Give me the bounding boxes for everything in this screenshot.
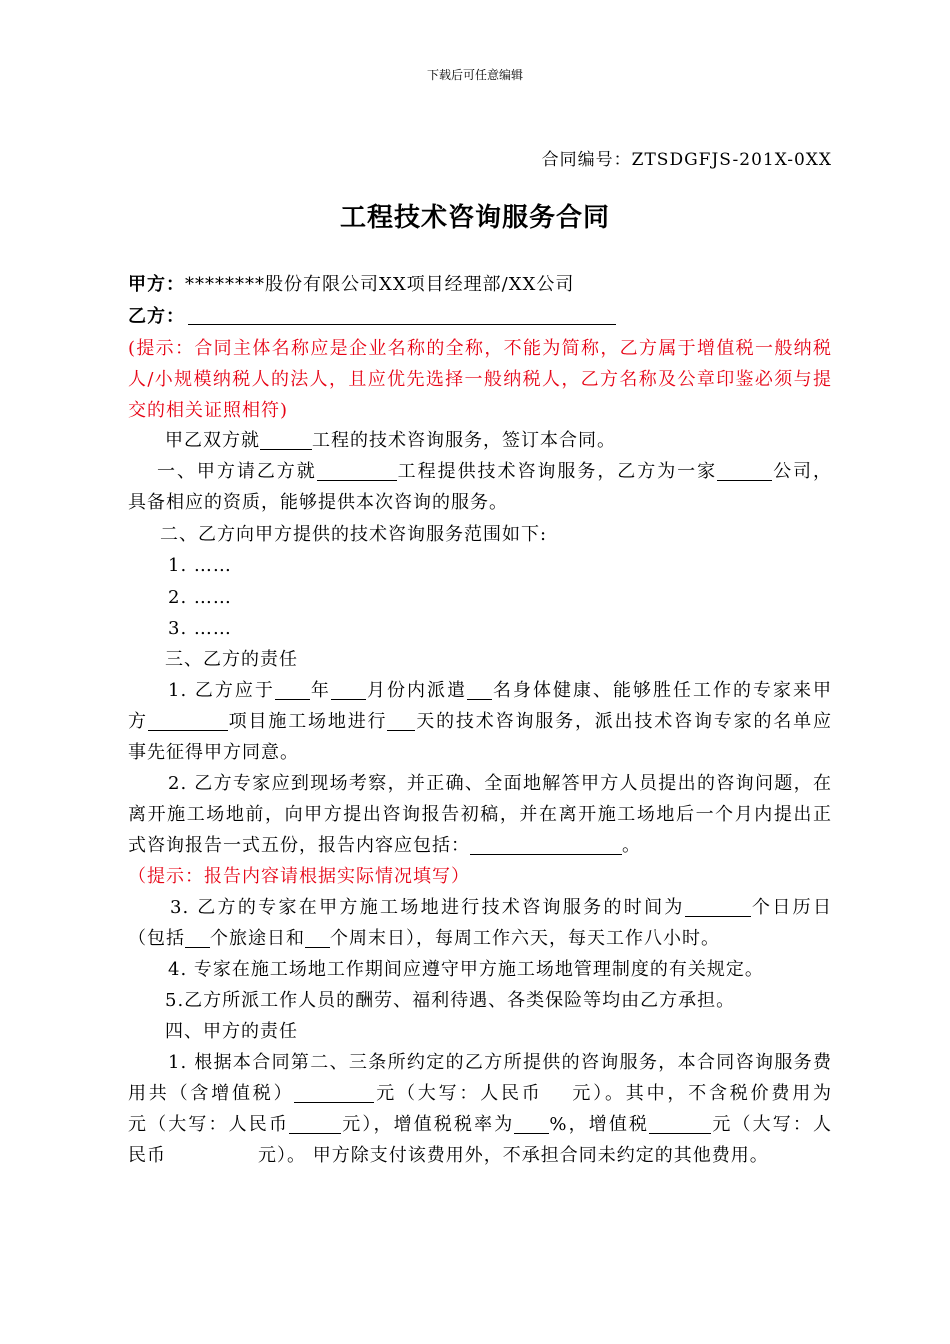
- fill-blank: [470, 836, 622, 855]
- s3-p1-text: 项目施工场地进行: [227, 711, 388, 732]
- s4-p1-text: 元），增值税税率为: [341, 1114, 515, 1135]
- s4-p1-text: 元（大写：人民币: [374, 1083, 543, 1104]
- s3-p3-line-1: [170, 896, 832, 920]
- tip1-line-2: 人/小规模纳税人的法人，且应优先选择一般纳税人，乙方名称及公章印鉴必须与提: [128, 369, 832, 390]
- s4-p1-text: 元）。其中，不含税价费用为: [570, 1083, 832, 1104]
- s4-p1-text: 元（大写：人: [711, 1114, 832, 1135]
- party-a-label: 甲方：: [128, 274, 185, 295]
- intro-text-1: 甲乙双方就: [165, 430, 260, 451]
- fill-blank: [185, 929, 210, 948]
- s4-p1-text: 民币: [128, 1145, 166, 1166]
- s4-p1-text: 元（大写：人民币: [128, 1114, 290, 1135]
- s3-p2-line-2: 离开施工场地前，向甲方提出咨询报告初稿，并在离开施工场地后一个月内提出正: [128, 804, 832, 825]
- s3-p3-text: 个旅途日和: [210, 928, 305, 949]
- fill-blank: [289, 1115, 341, 1134]
- s2-item-3: 3. ……: [168, 618, 232, 639]
- s3-p1-text: 方: [128, 711, 148, 732]
- s3-p2-text: 式咨询报告一式五份，报告内容应包括：: [128, 835, 470, 856]
- fill-blank: [305, 929, 330, 948]
- s3-p3-text: 个周末日），每周工作六天，每天工作八小时。: [330, 928, 720, 949]
- s2-item-2: 2. ……: [168, 587, 232, 608]
- party-b-blank: [188, 324, 616, 325]
- s3-p2-text: 。: [622, 835, 641, 856]
- fill-blank: [514, 1115, 549, 1134]
- fill-blank: [387, 712, 415, 731]
- s4-p1-text: %，增值税: [549, 1114, 650, 1135]
- s4-p1-line-1: 1. 根据本合同第二、三条所约定的乙方所提供的咨询服务，本合同咨询服务费: [168, 1052, 832, 1073]
- fill-blank: [685, 898, 751, 917]
- s4-p1-line-4: [128, 1144, 769, 1168]
- s4-p1-line-3: [128, 1113, 832, 1137]
- spacer: [166, 1151, 258, 1161]
- tip1-line-1: (提示：合同主体名称应是企业名称的全称，不能为简称，乙方属于增值税一般纳税: [128, 338, 832, 359]
- s4-p1-text: 元）。 甲方除支付该费用外，不承担合同未约定的其他费用。: [258, 1145, 769, 1166]
- document-title: 工程技术咨询服务合同: [339, 203, 610, 233]
- s1-text-1: 一、甲方请乙方就: [157, 461, 317, 482]
- fill-blank: [275, 681, 310, 700]
- fill-blank: [148, 712, 228, 731]
- s3-p1-text: 年: [309, 680, 331, 701]
- party-b-line: [128, 305, 185, 329]
- s4-p1-text: 用共（含增值税）: [128, 1083, 295, 1104]
- s3-p2-line-3: [128, 834, 641, 858]
- contract-number: 合同编号：ZTSDGFJS-201X-0XX: [541, 150, 832, 170]
- tip2-line: （提示：报告内容请根据实际情况填写）: [128, 866, 470, 887]
- s1-line-1: [157, 460, 832, 484]
- party-a-line: [128, 273, 574, 297]
- s1-text-2: 工程提供技术咨询服务，乙方为一家: [396, 461, 718, 482]
- fill-blank: [294, 1084, 374, 1103]
- s3-p3-text: （包括: [128, 928, 185, 949]
- s4-heading: 四、甲方的责任: [165, 1021, 298, 1042]
- s3-p3-line-2: [128, 927, 720, 951]
- fill-blank: [467, 681, 492, 700]
- s3-p1-line-2: [128, 710, 832, 734]
- s1-text-3: 公司，: [772, 461, 832, 482]
- s3-p3-text: 个日历日: [750, 897, 832, 918]
- s3-heading: 三、乙方的责任: [165, 649, 298, 670]
- s2-item-1: 1. ……: [168, 555, 232, 576]
- s3-p4-line: 4. 专家在施工场地工作期间应遵守甲方施工场地管理制度的有关规定。: [168, 959, 764, 980]
- fill-blank: [331, 681, 366, 700]
- s3-p3-text: 3. 乙方的专家在甲方施工场地进行技术咨询服务的时间为: [170, 897, 685, 918]
- intro-line: [165, 429, 616, 453]
- spacer: [543, 1089, 571, 1099]
- party-a-value: ********股份有限公司XX项目经理部/XX公司: [185, 274, 575, 295]
- s2-heading: 二、乙方向甲方提供的技术咨询服务范围如下:: [160, 524, 548, 545]
- fill-blank: [260, 431, 312, 450]
- tip1-line-3: 交的相关证照相符): [128, 400, 289, 421]
- fill-blank: [317, 462, 397, 481]
- s1-line-2: 具备相应的资质，能够提供本次咨询的服务。: [128, 492, 508, 513]
- s3-p1-text: 名身体健康、能够胜任工作的专家来甲: [491, 680, 832, 701]
- fill-blank: [649, 1115, 711, 1134]
- s3-p5-line: 5.乙方所派工作人员的酬劳、福利待遇、各类保险等均由乙方承担。: [165, 990, 736, 1011]
- s3-p1-text: 天的技术咨询服务，派出技术咨询专家的名单应: [415, 711, 832, 732]
- header-note: 下载后可任意编辑: [426, 68, 523, 82]
- s3-p1-text: 1. 乙方应于: [168, 680, 275, 701]
- s4-p1-line-2: [128, 1082, 832, 1106]
- s3-p1-line-3: 事先征得甲方同意。: [128, 742, 299, 763]
- s3-p2-line-1: 2. 乙方专家应到现场考察，并正确、全面地解答甲方人员提出的咨询问题，在: [168, 773, 832, 794]
- intro-text-2: 工程的技术咨询服务，签订本合同。: [312, 430, 616, 451]
- s3-p1-text: 月份内派遣: [365, 680, 467, 701]
- party-b-label: 乙方：: [128, 306, 185, 327]
- s3-p1-line-1: [168, 679, 832, 703]
- fill-blank: [717, 462, 772, 481]
